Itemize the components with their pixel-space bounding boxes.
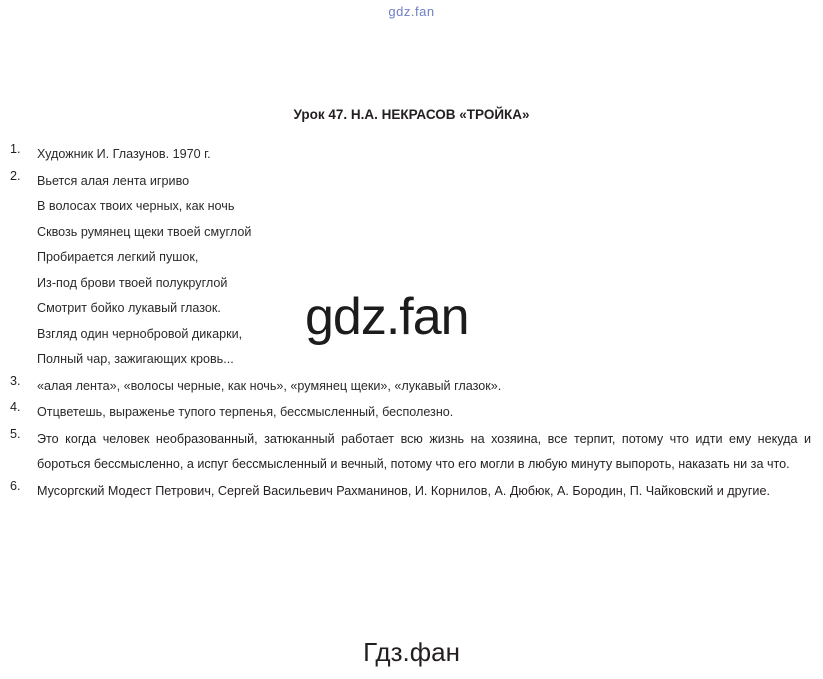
item-paragraph: Это когда человек необразованный, затюканный работает всю жизнь на хозяина, все терпит, потому что идти ему некуда и бороться бессмысленно, а испуг бессмысленный и вечный, потому что его могли в любую минуту выпороть, наказать ни за что.: [37, 431, 811, 471]
list-item: [8, 479, 815, 505]
item-number: 1.: [10, 142, 21, 156]
page-title: Урок 47. Н.А. НЕКРАСОВ «ТРОЙКА»: [293, 107, 530, 122]
item-line: Отцветешь, выраженье тупого терпенья, бессмысленный, бесполезно.: [37, 405, 454, 419]
item-number: 3.: [10, 373, 21, 388]
list-item: [8, 427, 815, 478]
item-number: 6.: [10, 478, 21, 493]
item-line: Пробирается легкий пушок,: [37, 250, 199, 264]
answers-list: [8, 142, 815, 505]
bottom-watermark: Гдз.фан: [363, 637, 460, 667]
item-line: Смотрит бойко лукавый глазок.: [37, 301, 221, 315]
item-line: Вьется алая лента игриво: [37, 173, 190, 188]
item-line: «алая лента», «волосы черные, как ночь», «румянец щеки», «лукавый глазок».: [37, 378, 502, 393]
center-watermark: gdz.fan: [305, 288, 469, 346]
list-item: [8, 142, 815, 168]
item-line: Взгляд один чернобровой дикарки,: [37, 326, 243, 341]
item-line: В волосах твоих черных, как ночь: [37, 199, 235, 213]
item-line: Полный чар, зажигающих кровь...: [37, 352, 234, 366]
item-number: 2.: [10, 168, 21, 183]
item-line: Художник И. Глазунов. 1970 г.: [37, 147, 211, 161]
item-line: Из-под брови твоей полукруглой: [37, 275, 228, 290]
top-watermark: gdz.fan: [388, 4, 435, 19]
item-paragraph: Мусоргский Модест Петрович, Сергей Васильевич Рахманинов, И. Корнилов, А. Дюбюк, А. Бородин, П. Чайковский и другие.: [37, 483, 770, 498]
item-number: 5.: [10, 426, 21, 441]
list-item: [8, 400, 815, 426]
item-line: Сквозь румянец щеки твоей смуглой: [37, 224, 252, 239]
list-item: [8, 374, 815, 400]
item-number: 4.: [10, 400, 21, 414]
list-item: [8, 169, 815, 373]
